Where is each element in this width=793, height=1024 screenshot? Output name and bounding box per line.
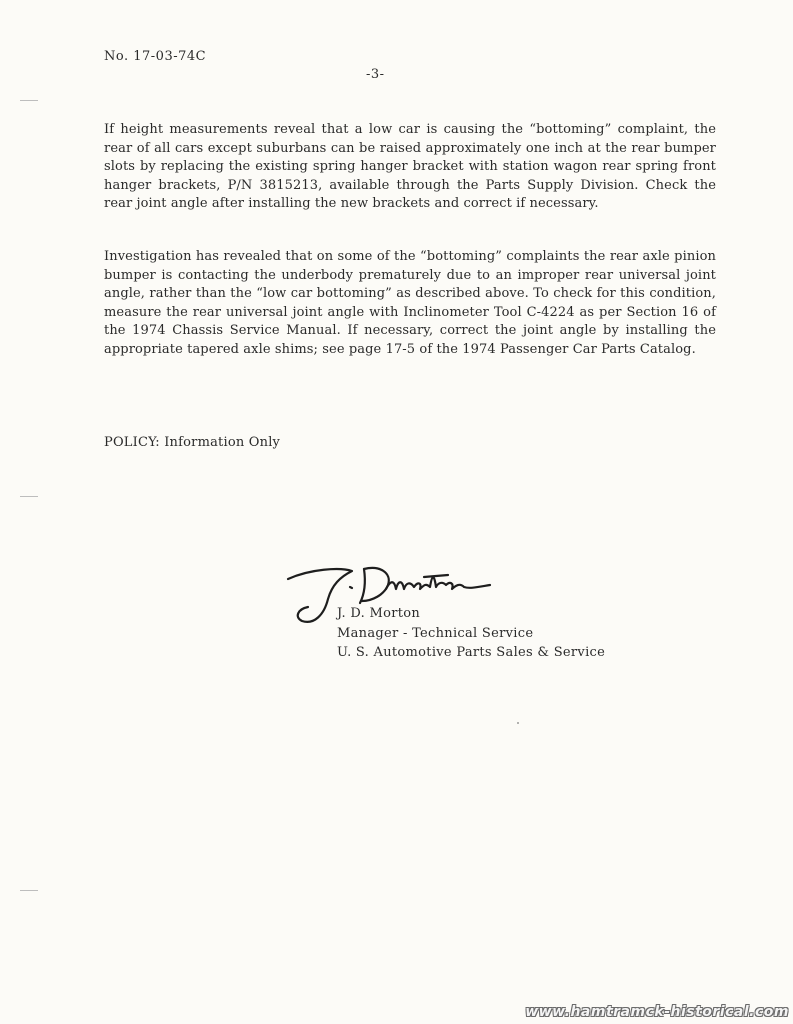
paragraph-height-measurements: If height measurements reveal that a low car is causing the “bottoming” complaint, the rear of all cars except suburbans can be raised approximately one inch at the rear bumper slots by replacing the existing spring hanger bracket with station wagon rear spring front hanger brackets, P/N 3815213, available through the Parts Supply Division. Check the rear joint angle after installing the new brackets and correct if necessary. xyxy=(104,122,716,211)
margin-mark xyxy=(20,496,38,497)
signature-block xyxy=(337,604,605,663)
policy-line: POLICY: Information Only xyxy=(104,435,281,450)
website-watermark: www.hamtramck-historical.com xyxy=(525,1004,789,1020)
document-number: No. 17-03-74C xyxy=(104,49,207,64)
paper-speck xyxy=(517,722,519,724)
margin-mark xyxy=(20,100,38,101)
signer-title: Manager - Technical Service xyxy=(337,625,534,641)
paragraph-investigation: Investigation has revealed that on some of the “bottoming” complaints the rear axle pinion bumper is contacting the underbody prematurely due to an improper rear universal joint angle, rather than the “low car bottoming” as described above. To check for this condition, measure the rear universal joint angle with Inclinometer Tool C-4224 as per Section 16 of the 1974 Chassis Service Manual. If necessary, correct the joint angle by installing the appropriate tapered axle shims; see page 17-5 of the 1974 Passenger Car Parts Catalog. xyxy=(104,249,716,357)
page-number: -3- xyxy=(366,67,385,82)
margin-mark xyxy=(20,890,38,891)
signer-name: J. D. Morton xyxy=(337,606,421,621)
signer-department: U. S. Automotive Parts Sales & Service xyxy=(337,645,606,660)
